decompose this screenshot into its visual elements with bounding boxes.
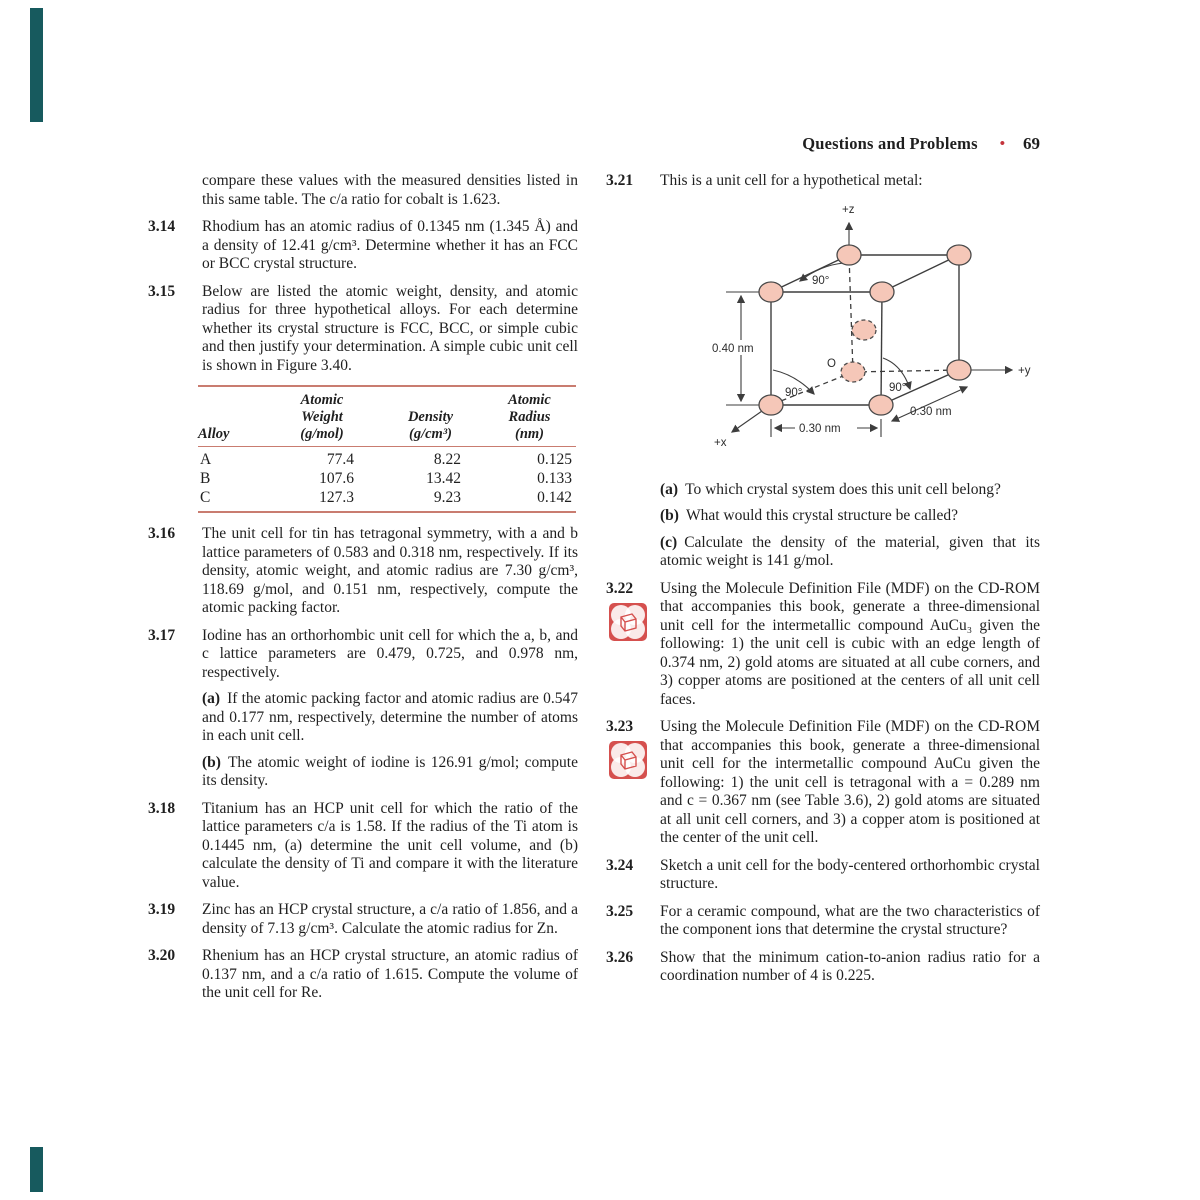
problem-text: Rhenium has an HCP crystal structure, an atomic radius of 0.137 nm, and a c/a ratio of 1.615. Compute the volume of the unit cell for Re.: [202, 947, 578, 1001]
problem-3.15: [148, 283, 578, 376]
width-dimension: [771, 419, 881, 437]
problem-text: Using the Molecule Definition File (MDF) on the CD-ROM that accompanies this book, generate a three-dimensional unit cell for the intermetallic compound AuCu₃ given the following: 1) the unit cell is cubic with an edge length of 0.374 nm, 2) gold atoms are situated at all cube corners, and 3) copper atoms are positioned at the centers of all unit cell faces.: [660, 579, 1040, 708]
y-axis-label: +y: [1018, 364, 1031, 377]
corner-atom: [947, 360, 971, 380]
z-axis-label: +z: [842, 203, 855, 216]
problem-part-b: (b) What would this crystal structure be called?: [660, 507, 958, 524]
problem-3.18: [148, 800, 578, 893]
problem-3.16: [148, 525, 578, 618]
running-head: Questions and Problems: [802, 134, 978, 153]
problem-3.13-continuation: compare these values with the measured densities listed in this same table. The c/a ratio for cobalt is 1.623.: [202, 172, 578, 208]
angle-90-right: 90°: [889, 381, 907, 394]
problem-3.20: [148, 947, 578, 1003]
height-dimension: [710, 292, 770, 405]
problem-number: 3.15: [148, 282, 176, 300]
problem-3.22: [606, 580, 1040, 710]
col-header-atomic-weight: Atomic Weight (g/mol): [300, 392, 344, 442]
header-bullet-icon: •: [999, 135, 1005, 152]
problem-part-b: (b) The atomic weight of iodine is 126.91 g/mol; compute its density.: [202, 753, 578, 789]
problem-text: Using the Molecule Definition File (MDF) on the CD-ROM that accompanies this book, generate a three-dimensional unit cell for the intermetallic compound AuCu given the following: 1) the unit cell is tetragonal with a = 0.289 nm and c = 0.367 nm (see Table 3.6), 2) gold atoms are situated at all unit cell corners, and 3) a copper atom is positioned at the center of the unit cell.: [660, 718, 1040, 846]
mdf-cdrom-icon: [607, 601, 649, 643]
page-edge-mark-top: [30, 8, 43, 122]
page-header: [606, 134, 1040, 154]
problem-text: Zinc has an HCP crystal structure, a c/a ratio of 1.856, and a density of 7.13 g/cm³. Calculate the atomic radius for Zn.: [202, 901, 578, 937]
problem-3.24: [606, 857, 1040, 894]
problem-text: For a ceramic compound, what are the two characteristics of the component ions that determine the crystal structure?: [660, 902, 1040, 938]
table-row: B 107.6 13.42 0.133: [200, 470, 572, 487]
table-header-row: [198, 387, 576, 447]
unit-cell-figure: [660, 195, 1040, 473]
table-row: A 77.4 8.22 0.125: [200, 451, 572, 468]
depth-dim-label: 0.30 nm: [910, 405, 952, 418]
problem-number: 3.16: [148, 525, 176, 542]
problem-number: 3.24: [606, 856, 634, 874]
problem-number: 3.19: [148, 901, 176, 918]
problem-part-a: (a) If the atomic packing factor and atomic radius are 0.547 and 0.177 nm, respectively, determine the number of atoms in each unit cell.: [202, 690, 578, 744]
corner-atom: [947, 245, 971, 265]
alloy-data-table: [198, 385, 576, 513]
col-header-density: Density (g/cm³): [407, 409, 454, 442]
corner-atom: [837, 245, 861, 265]
problem-3.17: [148, 627, 578, 791]
problem-number: 3.25: [606, 902, 634, 920]
problem-number: 3.22: [606, 579, 634, 597]
problem-part-a: (a) To which crystal system does this unit cell belong?: [660, 480, 1001, 498]
right-column: [606, 172, 1040, 995]
page-edge-mark-bottom: [30, 1147, 43, 1192]
problem-number: 3.23: [606, 718, 634, 735]
problem-text: Iodine has an orthorhombic unit cell for which the a, b, and c lattice parameters are 0.479, 0.725, and 0.978 nm, respectively.: [202, 626, 578, 681]
problem-number: 3.21: [606, 172, 634, 189]
problem-3.21: [606, 172, 1040, 571]
corner-atom: [759, 395, 783, 415]
problem-text: Show that the minimum cation-to-anion radius ratio for a coordination number of 4 is 0.225.: [660, 948, 1040, 984]
corner-atom: [759, 282, 783, 302]
problem-number: 3.20: [148, 947, 176, 964]
body-center-atom: [852, 320, 876, 340]
problem-3.19: [148, 901, 578, 938]
problem-number: 3.17: [148, 626, 176, 644]
unit-cell-diagram: [686, 195, 1086, 473]
problem-3.26: [606, 949, 1040, 986]
problem-3.25: [606, 903, 1040, 940]
angle-90-left: 90°: [785, 386, 803, 399]
mdf-cdrom-icon: [607, 739, 649, 781]
table-body: [198, 447, 576, 507]
problem-3.23: [606, 718, 1040, 848]
problem-text: Sketch a unit cell for the body-centered orthorhombic crystal structure.: [660, 856, 1040, 892]
problem-number: 3.18: [148, 799, 176, 817]
col-header-alloy: Alloy: [198, 426, 230, 442]
table-row: C 127.3 9.23 0.142: [200, 489, 572, 506]
hidden-corner-atom: [841, 362, 865, 382]
angle-90-top: 90°: [812, 274, 830, 287]
problem-number: 3.14: [148, 218, 176, 235]
page-number: 69: [1023, 134, 1040, 153]
col-header-atomic-radius: Atomic Radius (nm): [508, 392, 551, 442]
problem-number: 3.26: [606, 948, 634, 966]
corner-atom: [869, 395, 893, 415]
problem-text: Rhodium has an atomic radius of 0.1345 nm (1.345 Å) and a density of 12.41 g/cm³. Determine whether it has an FCC or BCC crystal structure.: [202, 218, 578, 272]
width-dim-label: 0.30 nm: [799, 422, 841, 435]
problem-text: This is a unit cell for a hypothetical metal:: [660, 172, 923, 189]
problem-part-c: (c) Calculate the density of the material, given that its atomic weight is 141 g/mol.: [660, 533, 1040, 569]
problem-text: Below are listed the atomic weight, density, and atomic radius for three hypothetical alloys. For each determine whether its crystal structure is FCC, BCC, or simple cubic and then justify your determination. A simple cubic unit cell is shown in Figure 3.40.: [202, 282, 578, 374]
origin-label: O: [827, 357, 836, 370]
corner-atom: [870, 282, 894, 302]
problem-3.14: [148, 218, 578, 274]
x-axis-label: +x: [714, 436, 727, 449]
left-column: [148, 172, 578, 1012]
height-dim-label: 0.40 nm: [712, 342, 754, 355]
problem-text: Titanium has an HCP unit cell for which the ratio of the lattice parameters c/a is 1.58. If the radius of the Ti atom is 0.1445 nm, (a) determine the unit cell volume, and (b) calculate the density of Ti and compare it with the literature value.: [202, 799, 578, 891]
problem-text: The unit cell for tin has tetragonal symmetry, with a and b lattice parameters of 0.583 and 0.318 nm, respectively. If its density, atomic weight, and atomic radius are 7.30 g/cm³, 118.69 g/mol, and 0.151 nm, respectively, compute the atomic packing factor.: [202, 525, 578, 616]
